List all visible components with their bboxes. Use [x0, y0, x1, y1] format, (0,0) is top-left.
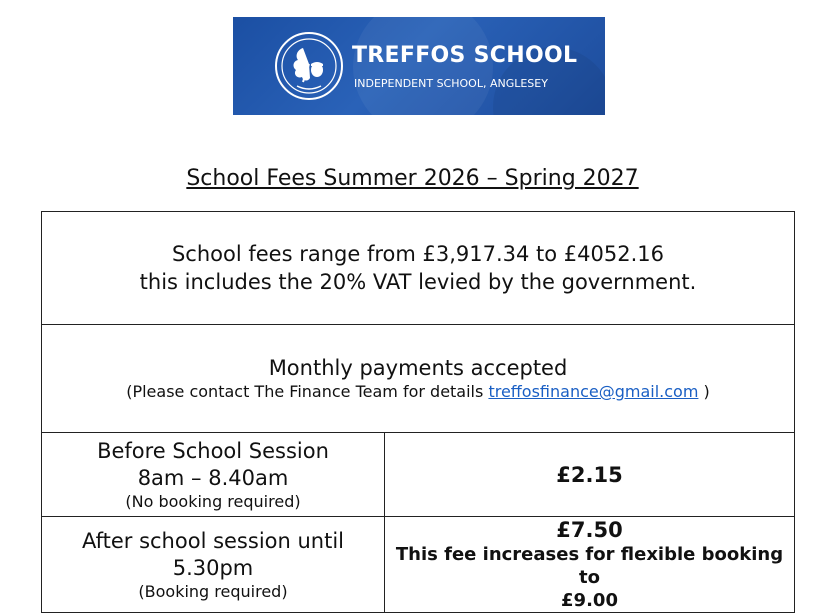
fees-summary-cell — [42, 212, 795, 325]
session-name: Before School Session — [97, 438, 329, 463]
session-booking: (Booking required) — [138, 581, 288, 601]
table-row — [42, 433, 795, 517]
school-name: TREFFOS SCHOOL — [352, 43, 578, 68]
price-cell — [385, 517, 795, 613]
payments-row — [42, 325, 795, 433]
payments-cell — [42, 325, 795, 433]
session-time: 5.30pm — [172, 555, 254, 580]
session-price: £7.50 — [556, 518, 623, 542]
price-cell — [385, 433, 795, 517]
payments-heading: Monthly payments accepted — [268, 356, 568, 380]
fees-table — [41, 211, 795, 613]
session-time: 8am – 8.40am — [137, 465, 289, 490]
session-booking: (No booking required) — [125, 491, 301, 511]
vat-note-text: this includes the 20% VAT levied by the government. — [139, 270, 697, 294]
oak-leaf-acorn-crest-icon — [273, 30, 345, 102]
payments-note — [42, 382, 794, 402]
session-cell — [42, 433, 385, 517]
session-price: £2.15 — [556, 462, 623, 487]
payments-note-suffix: ) — [703, 382, 710, 401]
fees-summary-row — [42, 212, 795, 325]
flexible-fee-price: £9.00 — [561, 590, 618, 611]
school-banner — [233, 17, 605, 115]
finance-email-link[interactable]: treffosfinance@gmail.com — [488, 382, 699, 401]
payments-note-prefix: (Please contact The Finance Team for details — [126, 382, 484, 401]
session-cell — [42, 517, 385, 613]
flexible-fee-note: This fee increases for flexible booking to — [395, 544, 784, 588]
session-name: After school session until — [81, 528, 345, 553]
table-row — [42, 517, 795, 613]
fees-range-text: School fees range from £3,917.34 to £4052.16 — [171, 242, 665, 266]
school-subtitle: INDEPENDENT SCHOOL, ANGLESEY — [354, 77, 548, 90]
page-title: School Fees Summer 2026 – Spring 2027 — [186, 166, 639, 191]
